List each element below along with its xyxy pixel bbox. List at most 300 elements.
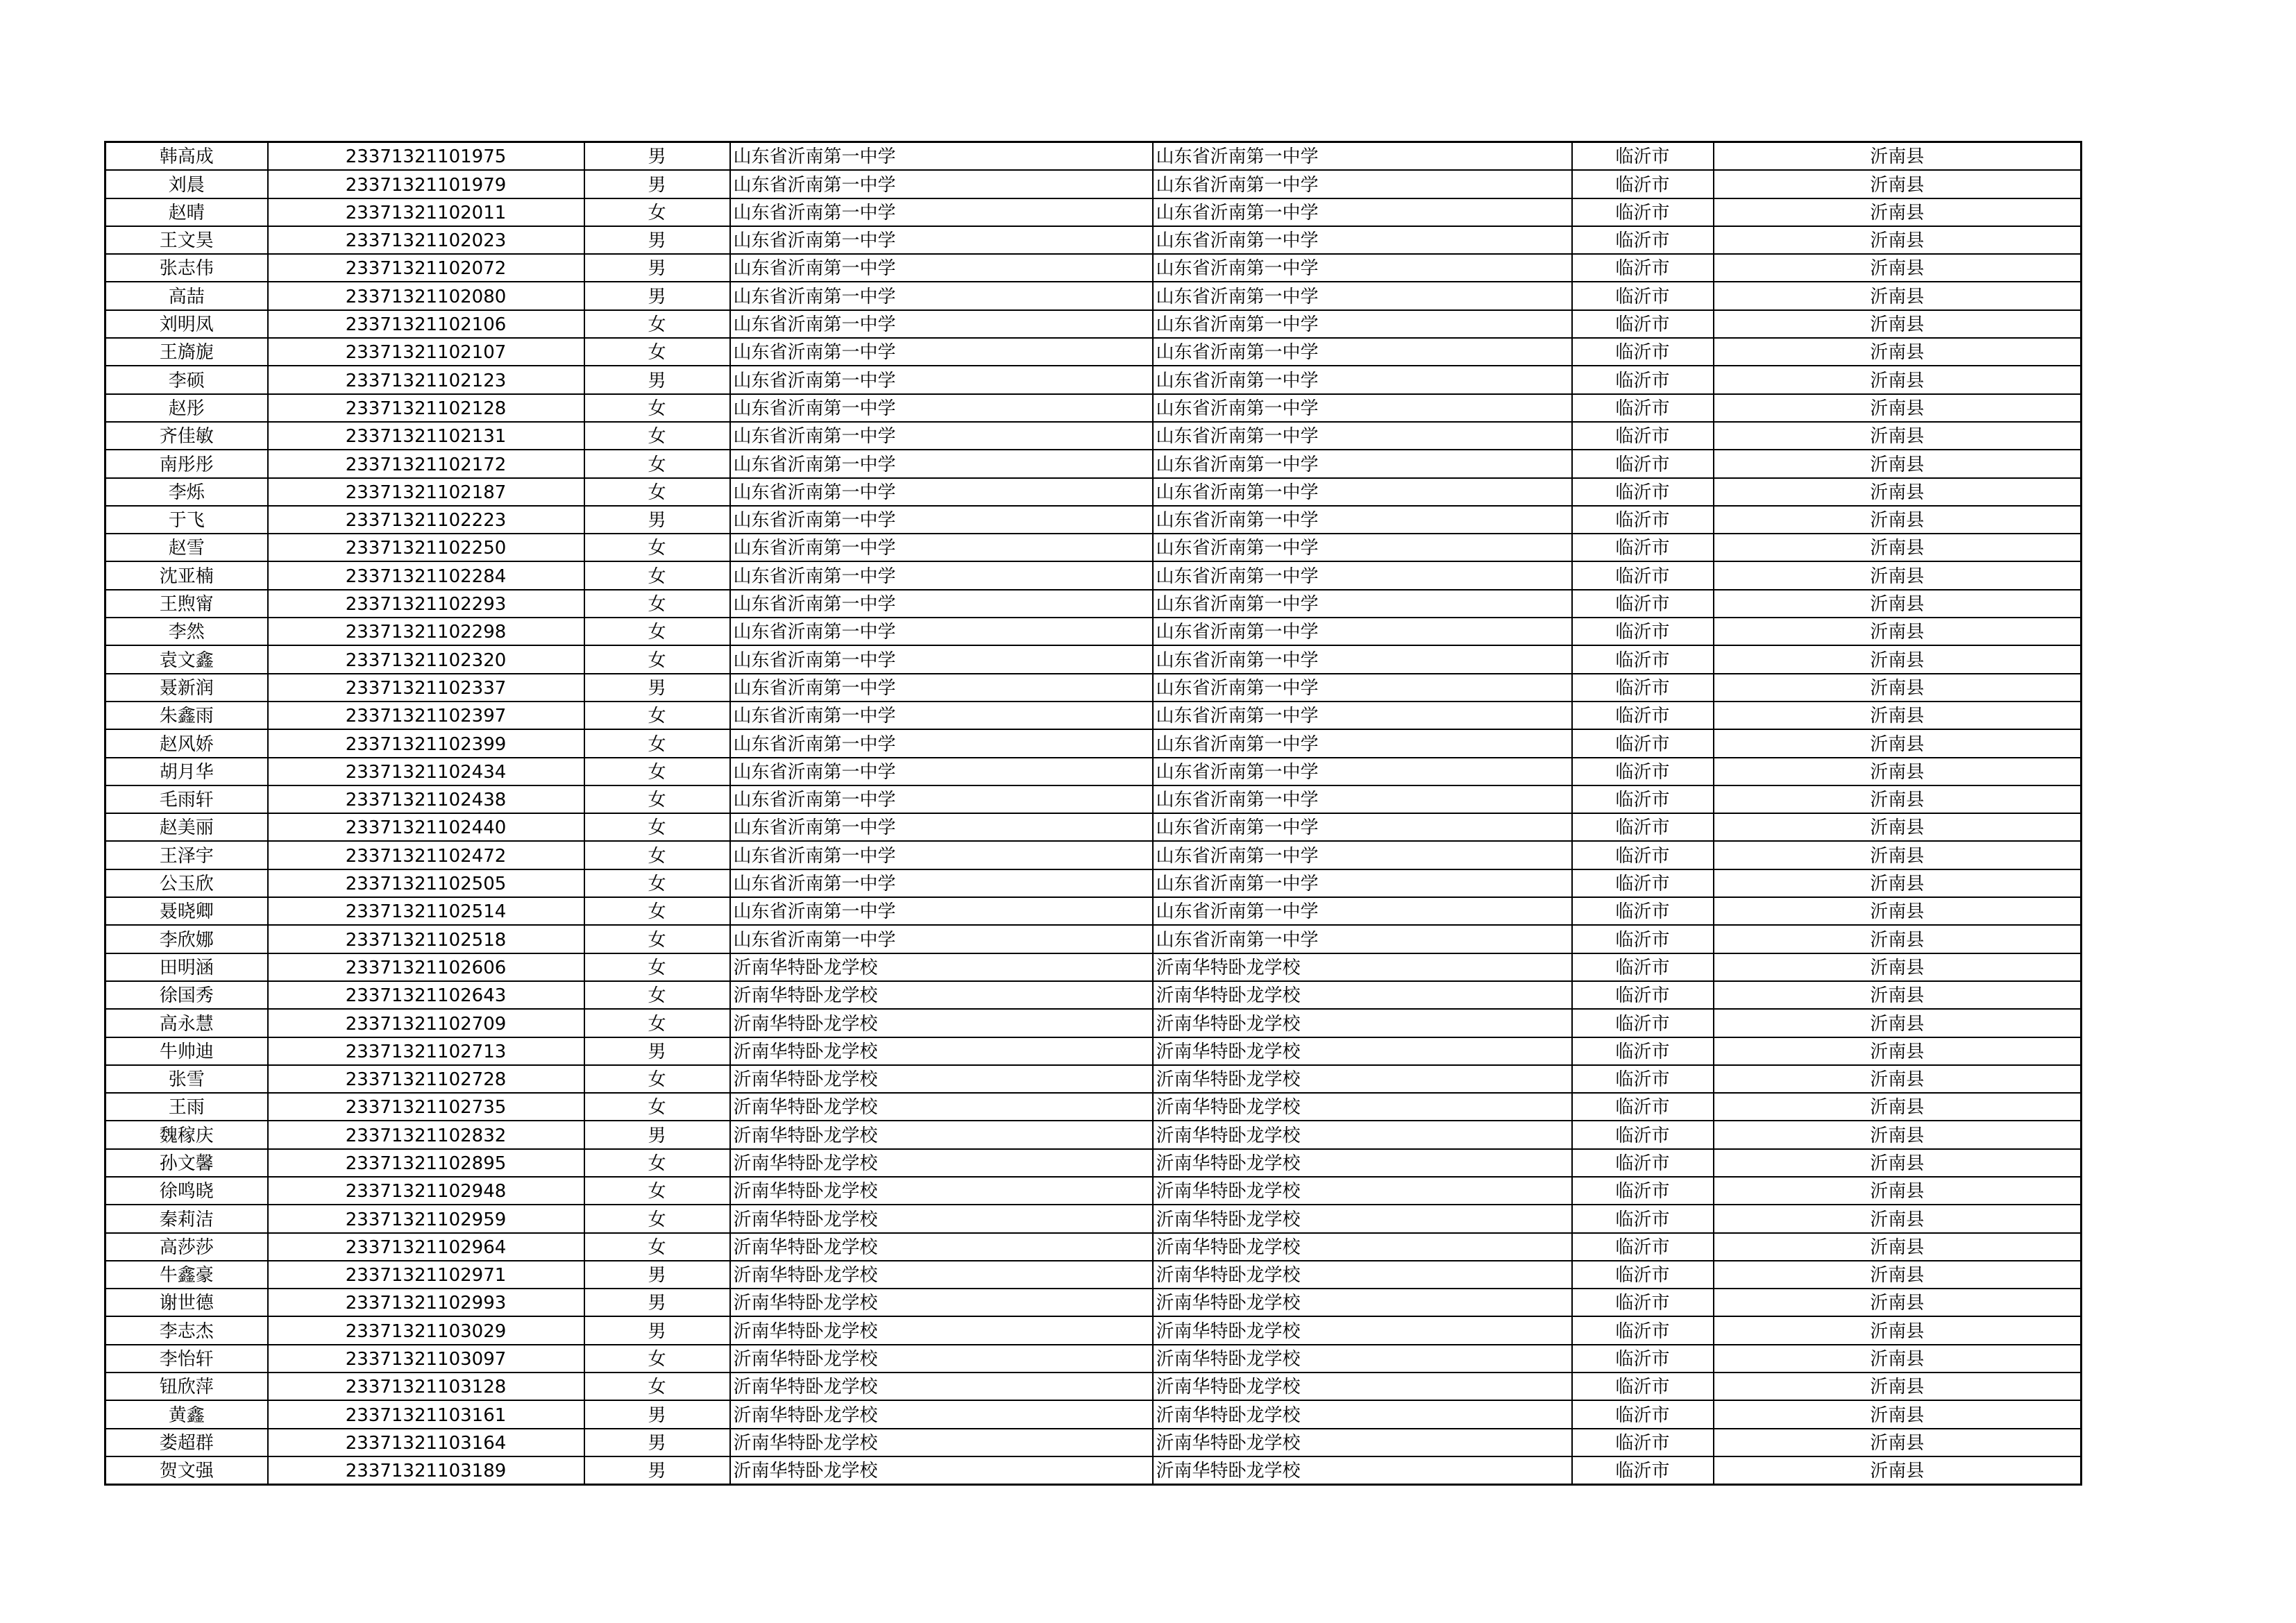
graduating-school-cell: 山东省沂南第一中学 <box>1153 506 1572 534</box>
city-cell: 临沂市 <box>1572 254 1714 282</box>
county-cell: 沂南县 <box>1714 1400 2082 1428</box>
table-row <box>105 813 2082 841</box>
exam-id-cell: 23371321102293 <box>268 590 584 618</box>
roster-body <box>105 142 2082 1485</box>
city-cell: 临沂市 <box>1572 1177 1714 1205</box>
student-name-cell: 刘明凤 <box>105 310 268 338</box>
table-row <box>105 1400 2082 1428</box>
student-name-cell: 黄鑫 <box>105 1400 268 1428</box>
county-cell: 沂南县 <box>1714 394 2082 422</box>
exam-id-cell: 23371321102709 <box>268 1009 584 1037</box>
gender-cell: 女 <box>584 1373 730 1400</box>
city-cell: 临沂市 <box>1572 1009 1714 1037</box>
city-cell: 临沂市 <box>1572 1037 1714 1065</box>
city-cell: 临沂市 <box>1572 142 1714 171</box>
student-name-cell: 李怡轩 <box>105 1345 268 1373</box>
graduating-school-cell: 沂南华特卧龙学校 <box>1153 1456 1572 1485</box>
school-cell: 沂南华特卧龙学校 <box>730 1037 1153 1065</box>
gender-cell: 女 <box>584 198 730 226</box>
county-cell: 沂南县 <box>1714 450 2082 477</box>
table-row <box>105 170 2082 198</box>
city-cell: 临沂市 <box>1572 478 1714 506</box>
city-cell: 临沂市 <box>1572 813 1714 841</box>
graduating-school-cell: 山东省沂南第一中学 <box>1153 534 1572 561</box>
county-cell: 沂南县 <box>1714 645 2082 673</box>
student-name-cell: 王旖旎 <box>105 338 268 366</box>
student-name-cell: 于飞 <box>105 506 268 534</box>
table-row <box>105 897 2082 925</box>
exam-id-cell: 23371321102250 <box>268 534 584 561</box>
gender-cell: 女 <box>584 618 730 645</box>
student-name-cell: 韩高成 <box>105 142 268 171</box>
student-name-cell: 赵美丽 <box>105 813 268 841</box>
city-cell: 临沂市 <box>1572 869 1714 897</box>
exam-id-cell: 23371321102964 <box>268 1233 584 1261</box>
county-cell: 沂南县 <box>1714 758 2082 785</box>
school-cell: 山东省沂南第一中学 <box>730 310 1153 338</box>
student-name-cell: 张雪 <box>105 1065 268 1093</box>
gender-cell: 女 <box>584 1345 730 1373</box>
graduating-school-cell: 山东省沂南第一中学 <box>1153 450 1572 477</box>
exam-id-cell: 23371321102298 <box>268 618 584 645</box>
graduating-school-cell: 山东省沂南第一中学 <box>1153 645 1572 673</box>
county-cell: 沂南县 <box>1714 1065 2082 1093</box>
student-name-cell: 高喆 <box>105 282 268 309</box>
school-cell: 山东省沂南第一中学 <box>730 450 1153 477</box>
exam-id-cell: 23371321102735 <box>268 1093 584 1121</box>
county-cell: 沂南县 <box>1714 1373 2082 1400</box>
school-cell: 沂南华特卧龙学校 <box>730 1429 1153 1456</box>
county-cell: 沂南县 <box>1714 338 2082 366</box>
graduating-school-cell: 山东省沂南第一中学 <box>1153 170 1572 198</box>
gender-cell: 女 <box>584 338 730 366</box>
county-cell: 沂南县 <box>1714 1456 2082 1485</box>
county-cell: 沂南县 <box>1714 702 2082 729</box>
student-name-cell: 徐国秀 <box>105 981 268 1009</box>
exam-id-cell: 23371321102106 <box>268 310 584 338</box>
county-cell: 沂南县 <box>1714 1205 2082 1232</box>
gender-cell: 男 <box>584 1261 730 1289</box>
exam-id-cell: 23371321102072 <box>268 254 584 282</box>
gender-cell: 女 <box>584 534 730 561</box>
exam-id-cell: 23371321102172 <box>268 450 584 477</box>
graduating-school-cell: 山东省沂南第一中学 <box>1153 310 1572 338</box>
school-cell: 山东省沂南第一中学 <box>730 506 1153 534</box>
graduating-school-cell: 沂南华特卧龙学校 <box>1153 1093 1572 1121</box>
graduating-school-cell: 沂南华特卧龙学校 <box>1153 1400 1572 1428</box>
table-row <box>105 561 2082 589</box>
exam-id-cell: 23371321102080 <box>268 282 584 309</box>
county-cell: 沂南县 <box>1714 897 2082 925</box>
graduating-school-cell: 山东省沂南第一中学 <box>1153 841 1572 869</box>
exam-id-cell: 23371321103161 <box>268 1400 584 1428</box>
gender-cell: 女 <box>584 1233 730 1261</box>
gender-cell: 女 <box>584 981 730 1009</box>
table-row <box>105 674 2082 702</box>
student-name-cell: 赵彤 <box>105 394 268 422</box>
city-cell: 临沂市 <box>1572 282 1714 309</box>
exam-id-cell: 23371321103029 <box>268 1316 584 1344</box>
student-name-cell: 齐佳敏 <box>105 422 268 450</box>
county-cell: 沂南县 <box>1714 1009 2082 1037</box>
county-cell: 沂南县 <box>1714 869 2082 897</box>
exam-id-cell: 23371321102284 <box>268 561 584 589</box>
city-cell: 临沂市 <box>1572 785 1714 813</box>
school-cell: 山东省沂南第一中学 <box>730 561 1153 589</box>
county-cell: 沂南县 <box>1714 1149 2082 1177</box>
gender-cell: 女 <box>584 841 730 869</box>
school-cell: 沂南华特卧龙学校 <box>730 1065 1153 1093</box>
gender-cell: 女 <box>584 1009 730 1037</box>
student-name-cell: 朱鑫雨 <box>105 702 268 729</box>
table-row <box>105 338 2082 366</box>
student-name-cell: 贺文强 <box>105 1456 268 1485</box>
student-name-cell: 李然 <box>105 618 268 645</box>
table-row <box>105 142 2082 171</box>
city-cell: 临沂市 <box>1572 1456 1714 1485</box>
gender-cell: 男 <box>584 1037 730 1065</box>
school-cell: 山东省沂南第一中学 <box>730 534 1153 561</box>
exam-id-cell: 23371321102993 <box>268 1289 584 1316</box>
gender-cell: 女 <box>584 758 730 785</box>
graduating-school-cell: 山东省沂南第一中学 <box>1153 282 1572 309</box>
exam-id-cell: 23371321102320 <box>268 645 584 673</box>
county-cell: 沂南县 <box>1714 534 2082 561</box>
city-cell: 临沂市 <box>1572 590 1714 618</box>
gender-cell: 女 <box>584 422 730 450</box>
table-row <box>105 1121 2082 1148</box>
city-cell: 临沂市 <box>1572 897 1714 925</box>
exam-id-cell: 23371321102505 <box>268 869 584 897</box>
gender-cell: 女 <box>584 1093 730 1121</box>
city-cell: 临沂市 <box>1572 198 1714 226</box>
table-row <box>105 1429 2082 1456</box>
school-cell: 山东省沂南第一中学 <box>730 254 1153 282</box>
city-cell: 临沂市 <box>1572 953 1714 981</box>
exam-id-cell: 23371321101975 <box>268 142 584 171</box>
county-cell: 沂南县 <box>1714 813 2082 841</box>
graduating-school-cell: 山东省沂南第一中学 <box>1153 758 1572 785</box>
school-cell: 山东省沂南第一中学 <box>730 618 1153 645</box>
school-cell: 沂南华特卧龙学校 <box>730 1121 1153 1148</box>
graduating-school-cell: 沂南华特卧龙学校 <box>1153 1121 1572 1148</box>
table-row <box>105 1205 2082 1232</box>
city-cell: 临沂市 <box>1572 1205 1714 1232</box>
table-row <box>105 310 2082 338</box>
table-row <box>105 534 2082 561</box>
city-cell: 临沂市 <box>1572 1093 1714 1121</box>
gender-cell: 女 <box>584 897 730 925</box>
gender-cell: 女 <box>584 561 730 589</box>
gender-cell: 男 <box>584 674 730 702</box>
gender-cell: 女 <box>584 645 730 673</box>
student-name-cell: 娄超群 <box>105 1429 268 1456</box>
table-row <box>105 1065 2082 1093</box>
county-cell: 沂南县 <box>1714 142 2082 171</box>
gender-cell: 男 <box>584 506 730 534</box>
graduating-school-cell: 沂南华特卧龙学校 <box>1153 1149 1572 1177</box>
city-cell: 临沂市 <box>1572 1261 1714 1289</box>
graduating-school-cell: 沂南华特卧龙学校 <box>1153 1429 1572 1456</box>
county-cell: 沂南县 <box>1714 1345 2082 1373</box>
table-row <box>105 1149 2082 1177</box>
school-cell: 沂南华特卧龙学校 <box>730 1345 1153 1373</box>
gender-cell: 女 <box>584 450 730 477</box>
graduating-school-cell: 山东省沂南第一中学 <box>1153 674 1572 702</box>
county-cell: 沂南县 <box>1714 170 2082 198</box>
gender-cell: 女 <box>584 785 730 813</box>
exam-id-cell: 23371321102959 <box>268 1205 584 1232</box>
gender-cell: 女 <box>584 1149 730 1177</box>
school-cell: 沂南华特卧龙学校 <box>730 1177 1153 1205</box>
school-cell: 山东省沂南第一中学 <box>730 422 1153 450</box>
table-row <box>105 1345 2082 1373</box>
school-cell: 山东省沂南第一中学 <box>730 702 1153 729</box>
gender-cell: 男 <box>584 170 730 198</box>
gender-cell: 女 <box>584 310 730 338</box>
exam-id-cell: 23371321102107 <box>268 338 584 366</box>
gender-cell: 女 <box>584 869 730 897</box>
county-cell: 沂南县 <box>1714 729 2082 757</box>
school-cell: 山东省沂南第一中学 <box>730 897 1153 925</box>
student-name-cell: 钮欣萍 <box>105 1373 268 1400</box>
school-cell: 沂南华特卧龙学校 <box>730 981 1153 1009</box>
graduating-school-cell: 山东省沂南第一中学 <box>1153 338 1572 366</box>
student-name-cell: 南彤彤 <box>105 450 268 477</box>
school-cell: 山东省沂南第一中学 <box>730 338 1153 366</box>
gender-cell: 女 <box>584 702 730 729</box>
county-cell: 沂南县 <box>1714 366 2082 393</box>
county-cell: 沂南县 <box>1714 561 2082 589</box>
gender-cell: 女 <box>584 953 730 981</box>
graduating-school-cell: 沂南华特卧龙学校 <box>1153 1065 1572 1093</box>
table-row <box>105 729 2082 757</box>
student-name-cell: 孙文馨 <box>105 1149 268 1177</box>
county-cell: 沂南县 <box>1714 953 2082 981</box>
graduating-school-cell: 山东省沂南第一中学 <box>1153 897 1572 925</box>
county-cell: 沂南县 <box>1714 282 2082 309</box>
school-cell: 沂南华特卧龙学校 <box>730 1261 1153 1289</box>
student-name-cell: 魏稼庆 <box>105 1121 268 1148</box>
city-cell: 临沂市 <box>1572 1149 1714 1177</box>
gender-cell: 女 <box>584 1205 730 1232</box>
school-cell: 山东省沂南第一中学 <box>730 282 1153 309</box>
city-cell: 临沂市 <box>1572 1065 1714 1093</box>
graduating-school-cell: 山东省沂南第一中学 <box>1153 785 1572 813</box>
exam-id-cell: 23371321103189 <box>268 1456 584 1485</box>
graduating-school-cell: 沂南华特卧龙学校 <box>1153 1373 1572 1400</box>
table-row <box>105 198 2082 226</box>
exam-id-cell: 23371321102438 <box>268 785 584 813</box>
gender-cell: 男 <box>584 254 730 282</box>
student-name-cell: 聂新润 <box>105 674 268 702</box>
school-cell: 沂南华特卧龙学校 <box>730 1316 1153 1344</box>
student-name-cell: 牛帅迪 <box>105 1037 268 1065</box>
school-cell: 山东省沂南第一中学 <box>730 729 1153 757</box>
county-cell: 沂南县 <box>1714 254 2082 282</box>
student-name-cell: 王煦甯 <box>105 590 268 618</box>
city-cell: 临沂市 <box>1572 534 1714 561</box>
table-row <box>105 1233 2082 1261</box>
city-cell: 临沂市 <box>1572 450 1714 477</box>
city-cell: 临沂市 <box>1572 758 1714 785</box>
exam-id-cell: 23371321101979 <box>268 170 584 198</box>
table-row <box>105 981 2082 1009</box>
student-name-cell: 胡月华 <box>105 758 268 785</box>
school-cell: 沂南华特卧龙学校 <box>730 1456 1153 1485</box>
graduating-school-cell: 山东省沂南第一中学 <box>1153 394 1572 422</box>
exam-id-cell: 23371321102187 <box>268 478 584 506</box>
graduating-school-cell: 山东省沂南第一中学 <box>1153 478 1572 506</box>
county-cell: 沂南县 <box>1714 226 2082 254</box>
county-cell: 沂南县 <box>1714 1037 2082 1065</box>
gender-cell: 男 <box>584 1429 730 1456</box>
county-cell: 沂南县 <box>1714 1289 2082 1316</box>
gender-cell: 女 <box>584 925 730 953</box>
exam-id-cell: 23371321102123 <box>268 366 584 393</box>
city-cell: 临沂市 <box>1572 1289 1714 1316</box>
table-row <box>105 841 2082 869</box>
exam-id-cell: 23371321102514 <box>268 897 584 925</box>
city-cell: 临沂市 <box>1572 925 1714 953</box>
city-cell: 临沂市 <box>1572 338 1714 366</box>
school-cell: 山东省沂南第一中学 <box>730 226 1153 254</box>
school-cell: 山东省沂南第一中学 <box>730 869 1153 897</box>
city-cell: 临沂市 <box>1572 310 1714 338</box>
graduating-school-cell: 沂南华特卧龙学校 <box>1153 1289 1572 1316</box>
city-cell: 临沂市 <box>1572 729 1714 757</box>
city-cell: 临沂市 <box>1572 1429 1714 1456</box>
gender-cell: 女 <box>584 478 730 506</box>
county-cell: 沂南县 <box>1714 506 2082 534</box>
table-row <box>105 254 2082 282</box>
school-cell: 山东省沂南第一中学 <box>730 170 1153 198</box>
student-name-cell: 徐鸣晓 <box>105 1177 268 1205</box>
table-row <box>105 1177 2082 1205</box>
city-cell: 临沂市 <box>1572 981 1714 1009</box>
gender-cell: 女 <box>584 1177 730 1205</box>
graduating-school-cell: 山东省沂南第一中学 <box>1153 702 1572 729</box>
student-name-cell: 王泽宇 <box>105 841 268 869</box>
county-cell: 沂南县 <box>1714 1316 2082 1344</box>
school-cell: 山东省沂南第一中学 <box>730 813 1153 841</box>
table-row <box>105 758 2082 785</box>
county-cell: 沂南县 <box>1714 1261 2082 1289</box>
county-cell: 沂南县 <box>1714 198 2082 226</box>
student-name-cell: 聂晓卿 <box>105 897 268 925</box>
city-cell: 临沂市 <box>1572 1400 1714 1428</box>
county-cell: 沂南县 <box>1714 785 2082 813</box>
student-name-cell: 田明涵 <box>105 953 268 981</box>
city-cell: 临沂市 <box>1572 1233 1714 1261</box>
county-cell: 沂南县 <box>1714 1233 2082 1261</box>
exam-id-cell: 23371321103097 <box>268 1345 584 1373</box>
graduating-school-cell: 山东省沂南第一中学 <box>1153 590 1572 618</box>
gender-cell: 男 <box>584 142 730 171</box>
student-name-cell: 秦莉洁 <box>105 1205 268 1232</box>
graduating-school-cell: 山东省沂南第一中学 <box>1153 618 1572 645</box>
table-row <box>105 366 2082 393</box>
student-name-cell: 张志伟 <box>105 254 268 282</box>
city-cell: 临沂市 <box>1572 645 1714 673</box>
exam-id-cell: 23371321102128 <box>268 394 584 422</box>
graduating-school-cell: 山东省沂南第一中学 <box>1153 142 1572 171</box>
student-name-cell: 谢世德 <box>105 1289 268 1316</box>
exam-id-cell: 23371321102832 <box>268 1121 584 1148</box>
student-name-cell: 高莎莎 <box>105 1233 268 1261</box>
exam-id-cell: 23371321103128 <box>268 1373 584 1400</box>
city-cell: 临沂市 <box>1572 170 1714 198</box>
school-cell: 山东省沂南第一中学 <box>730 478 1153 506</box>
student-name-cell: 赵雪 <box>105 534 268 561</box>
graduating-school-cell: 山东省沂南第一中学 <box>1153 813 1572 841</box>
graduating-school-cell: 沂南华特卧龙学校 <box>1153 1345 1572 1373</box>
city-cell: 临沂市 <box>1572 841 1714 869</box>
school-cell: 山东省沂南第一中学 <box>730 590 1153 618</box>
exam-id-cell: 23371321102337 <box>268 674 584 702</box>
table-row <box>105 869 2082 897</box>
city-cell: 临沂市 <box>1572 1316 1714 1344</box>
table-row <box>105 785 2082 813</box>
student-name-cell: 李志杰 <box>105 1316 268 1344</box>
exam-id-cell: 23371321102728 <box>268 1065 584 1093</box>
graduating-school-cell: 沂南华特卧龙学校 <box>1153 1177 1572 1205</box>
student-name-cell: 李烁 <box>105 478 268 506</box>
graduating-school-cell: 山东省沂南第一中学 <box>1153 422 1572 450</box>
exam-id-cell: 23371321102397 <box>268 702 584 729</box>
school-cell: 山东省沂南第一中学 <box>730 674 1153 702</box>
county-cell: 沂南县 <box>1714 1093 2082 1121</box>
gender-cell: 男 <box>584 282 730 309</box>
gender-cell: 男 <box>584 1316 730 1344</box>
graduating-school-cell: 山东省沂南第一中学 <box>1153 366 1572 393</box>
student-roster-table <box>104 141 2082 1486</box>
exam-id-cell: 23371321102895 <box>268 1149 584 1177</box>
school-cell: 山东省沂南第一中学 <box>730 366 1153 393</box>
graduating-school-cell: 山东省沂南第一中学 <box>1153 198 1572 226</box>
table-row <box>105 1093 2082 1121</box>
city-cell: 临沂市 <box>1572 1345 1714 1373</box>
city-cell: 临沂市 <box>1572 1121 1714 1148</box>
gender-cell: 男 <box>584 366 730 393</box>
graduating-school-cell: 山东省沂南第一中学 <box>1153 925 1572 953</box>
school-cell: 山东省沂南第一中学 <box>730 841 1153 869</box>
city-cell: 临沂市 <box>1572 618 1714 645</box>
county-cell: 沂南县 <box>1714 841 2082 869</box>
gender-cell: 女 <box>584 590 730 618</box>
exam-id-cell: 23371321102472 <box>268 841 584 869</box>
county-cell: 沂南县 <box>1714 590 2082 618</box>
school-cell: 沂南华特卧龙学校 <box>730 953 1153 981</box>
student-name-cell: 公玉欣 <box>105 869 268 897</box>
exam-id-cell: 23371321102434 <box>268 758 584 785</box>
school-cell: 沂南华特卧龙学校 <box>730 1233 1153 1261</box>
gender-cell: 男 <box>584 1289 730 1316</box>
student-name-cell: 高永慧 <box>105 1009 268 1037</box>
exam-id-cell: 23371321102643 <box>268 981 584 1009</box>
student-name-cell: 刘晨 <box>105 170 268 198</box>
school-cell: 沂南华特卧龙学校 <box>730 1289 1153 1316</box>
table-row <box>105 1261 2082 1289</box>
city-cell: 临沂市 <box>1572 1373 1714 1400</box>
county-cell: 沂南县 <box>1714 674 2082 702</box>
graduating-school-cell: 山东省沂南第一中学 <box>1153 254 1572 282</box>
graduating-school-cell: 沂南华特卧龙学校 <box>1153 1037 1572 1065</box>
table-row <box>105 450 2082 477</box>
exam-id-cell: 23371321102023 <box>268 226 584 254</box>
city-cell: 临沂市 <box>1572 674 1714 702</box>
city-cell: 临沂市 <box>1572 226 1714 254</box>
